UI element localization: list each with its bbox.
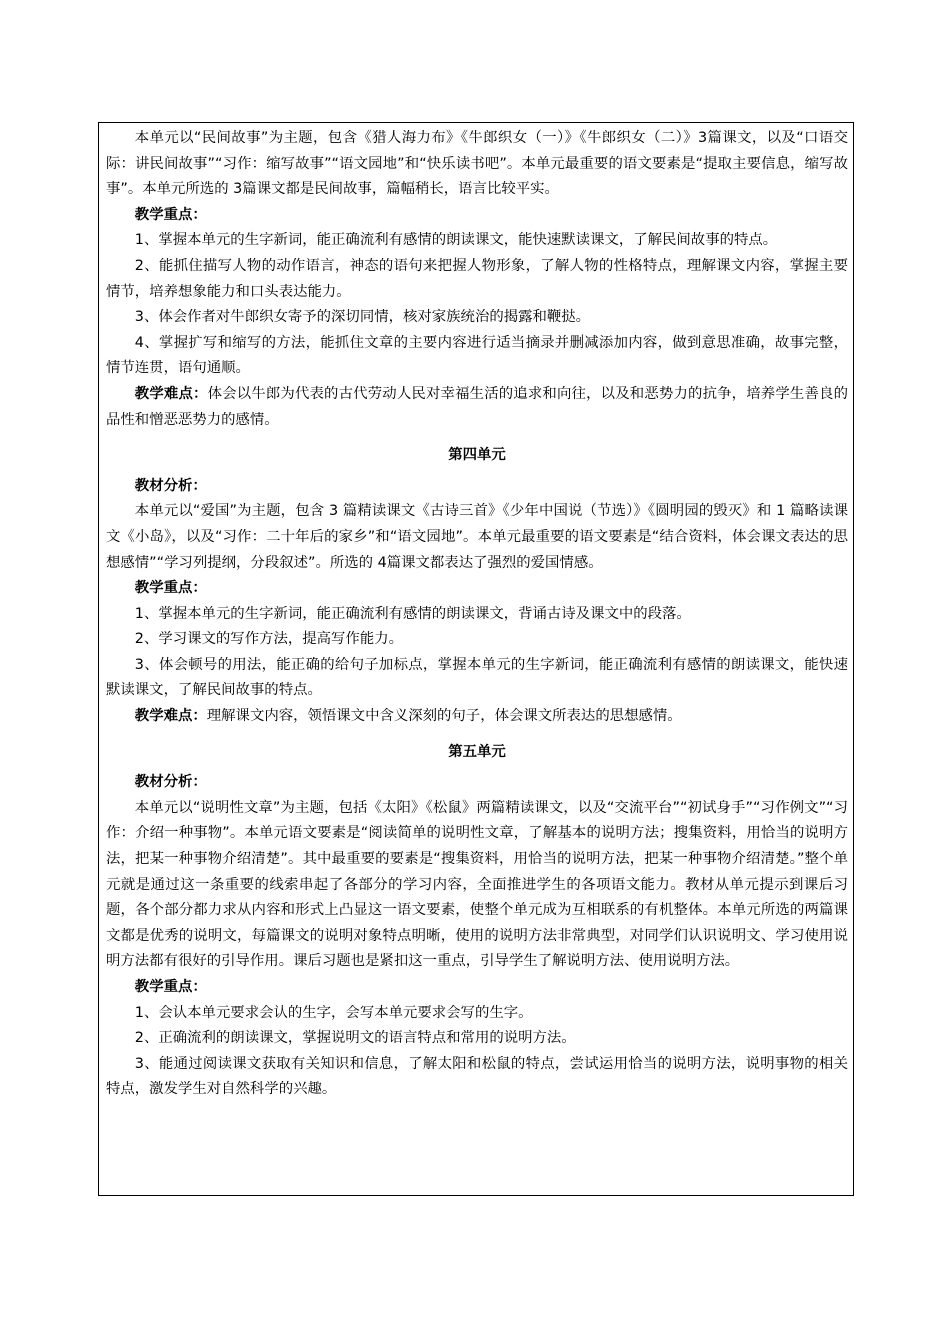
unit5-focus-item-1: 1、会认本单元要求会认的生字，会写本单元要求会写的生字。 xyxy=(134,1004,533,1021)
unit4-difficulty xyxy=(106,704,848,730)
unit4-focus-heading: 教学重点： xyxy=(134,580,207,597)
unit3-focus-item-2: 2、能抓住描写人物的动作语言，神态的语句来把握人物形象，了解人物的性格特点，理解课文内容，掌握主要情节，培养想象能力和口头表达能力。 xyxy=(106,257,848,300)
unit4-focus-item-3: 3、体会顿号的用法，能正确的给句子加标点，掌握本单元的生字新词，能正确流利有感情的朗读课文，能快速默读课文，了解民间故事的特点。 xyxy=(106,656,848,699)
unit3-focus-heading: 教学重点： xyxy=(134,206,207,223)
unit3-difficulty xyxy=(106,382,848,433)
unit5-title: 第五单元 xyxy=(448,743,506,760)
unit3-difficulty-heading: 教学难点： xyxy=(134,385,208,402)
unit4-analysis-heading: 教材分析： xyxy=(134,477,207,494)
unit3-difficulty-text: 体会以牛郎为代表的古代劳动人民对幸福生活的追求和向往，以及和恶势力的抗争，培养学生善良的品性和憎恶恶势力的感情。 xyxy=(106,385,848,428)
unit4-difficulty-heading: 教学难点： xyxy=(134,708,207,725)
unit5-intro: 本单元以“说明性文章”为主题，包括《太阳》《松鼠》两篇精读课文，以及“交流平台”“初试身手”“习作例文”“习作：介绍一种事物”。本单元语文要素是“阅读简单的说明性文章，了解基本的说明方法；搜集资料，用恰当的说明方法，把某一种事物介绍清楚”。其中最重要的要素是“搜集资料，用恰当的说明方法，把某一种事物介绍清楚。”整个单元就是通过这一条重要的线索串起了各部分的学习内容，全面推进学生的各项语文能力。教材从单元提示到课后习题，各个部分都力求从内容和形式上凸显这一语文要素，使整个单元成为互相联系的有机整体。本单元所选的两篇课文都是优秀的说明文，每篇课文的说明对象特点明晰，使用的说明方法非常典型，对同学们认识说明文、学习使用说明方法都有很好的引导作用。课后习题也是紧扣这一重点，引导学生了解说明方法、使用说明方法。 xyxy=(106,799,848,970)
document-content xyxy=(106,126,848,1103)
unit4-intro: 本单元以“爱国”为主题，包含 3 篇精读课文《古诗三首》《少年中国说（节选）》《圆明园的毁灭》和 1 篇略读课文《小岛》，以及“习作：二十年后的家乡”和“语文园地”。本单元最重要的语文要素是“结合资料，体会课文表达的思想感情”“学习列提纲，分段叙述”。所选的 4篇课文都表达了强烈的爱国情感。 xyxy=(106,503,848,571)
unit5-focus-item-2: 2、正确流利的朗读课文，掌握说明文的语言特点和常用的说明方法。 xyxy=(134,1030,576,1047)
unit4-focus-item-2: 2、学习课文的写作方法，提高写作能力。 xyxy=(134,631,403,648)
unit5-analysis-heading: 教材分析： xyxy=(134,774,207,791)
unit5-focus-heading: 教学重点： xyxy=(134,979,207,995)
unit4-focus-item-1: 1、掌握本单元的生字新词，能正确流利有感情的朗读课文，背诵古诗及课文中的段落。 xyxy=(134,605,691,622)
unit5-focus-item-3: 3、能通过阅读课文获取有关知识和信息，了解太阳和松鼠的特点，尝试运用恰当的说明方法，说明事物的相关特点，激发学生对自然科学的兴趣。 xyxy=(106,1055,848,1098)
unit3-focus-item-4: 4、掌握扩写和缩写的方法，能抓住文章的主要内容进行适当摘录并删减添加内容，做到意思准确，故事完整，情节连贯，语句通顺。 xyxy=(106,334,848,377)
unit4-difficulty-text: 理解课文内容，领悟课文中含义深刻的句子，体会课文所表达的思想感情。 xyxy=(206,708,682,725)
unit3-intro: 本单元以“民间故事”为主题，包含《猎人海力布》《牛郎织女（一）》《牛郎织女（二）》3篇课文，以及“口语交际：讲民间故事”“习作：缩写故事”“语文园地”和“快乐读书吧”。本单元最重要的语文要素是“提取主要信息，缩写故事”。本单元所选的 3篇课文都是民间故事，篇幅稍长，语言比较平实。 xyxy=(106,130,848,198)
unit3-focus-item-1: 1、掌握本单元的生字新词，能正确流利有感情的朗读课文，能快速默读课文，了解民间故事的特点。 xyxy=(134,232,778,249)
unit4-title: 第四单元 xyxy=(448,447,506,464)
unit3-focus-item-3: 3、体会作者对牛郎织女寄予的深切同情，核对家族统治的揭露和鞭挞。 xyxy=(134,309,591,326)
